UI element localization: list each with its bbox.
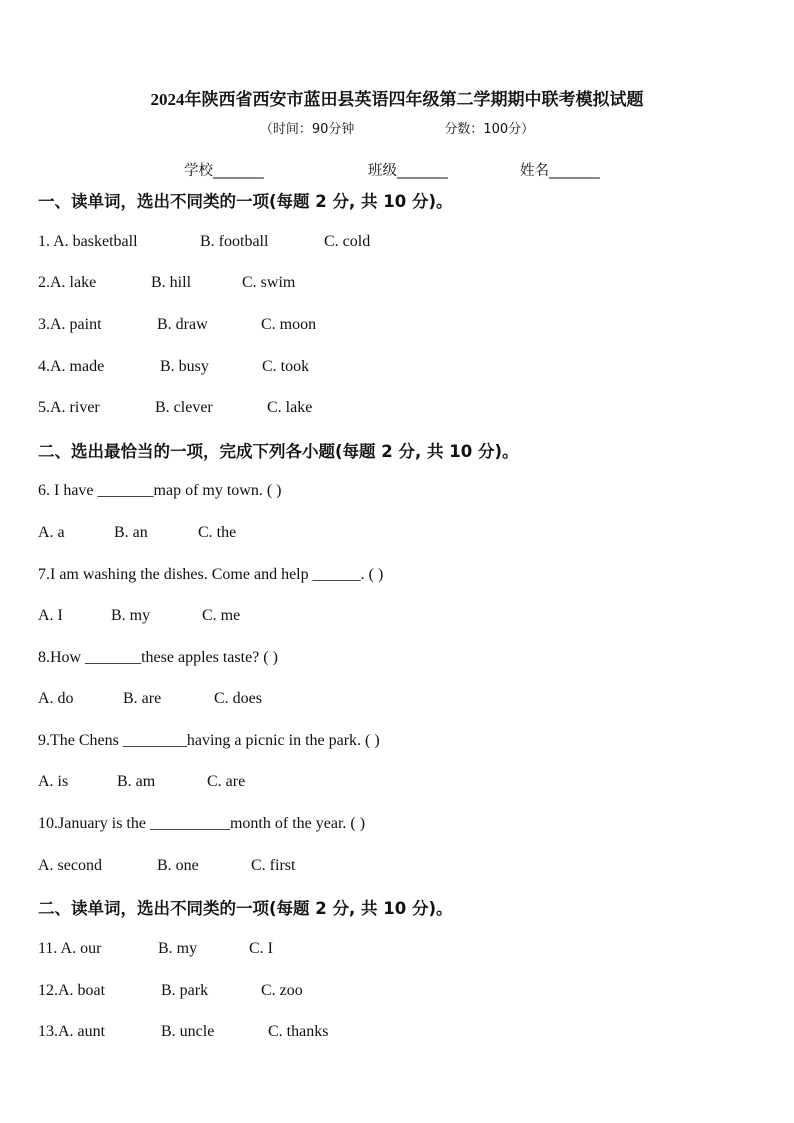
question-item: [38, 233, 370, 251]
option-c[interactable]: C. lake: [267, 399, 313, 416]
option-c[interactable]: C. moon: [261, 316, 317, 333]
option-a[interactable]: A. second: [38, 857, 102, 874]
option-c[interactable]: C. zoo: [261, 982, 303, 999]
school-field[interactable]: 学校_______: [184, 163, 264, 179]
option-b[interactable]: B. hill: [151, 274, 192, 291]
question-item: [38, 982, 303, 1000]
question-stem: 6. I have _______map of my town. ( ): [38, 482, 282, 499]
option-c[interactable]: C. swim: [242, 274, 296, 291]
question-stem: 11. A. our: [38, 940, 102, 957]
option-c[interactable]: C. took: [262, 358, 310, 375]
option-row: [38, 857, 295, 875]
section-heading: 一、读单词，选出不同类的一项(每题 2 分, 共 10 分)。: [38, 192, 453, 211]
option-b[interactable]: B. am: [117, 773, 156, 790]
question-item: [38, 274, 295, 292]
option-c[interactable]: C. are: [207, 773, 246, 790]
option-c[interactable]: C. does: [214, 690, 262, 707]
question-item: [38, 399, 312, 417]
option-b[interactable]: B. one: [157, 857, 199, 874]
question-stem: 9.The Chens ________having a picnic in the park. ( ): [38, 732, 380, 749]
option-row: [38, 524, 236, 542]
option-a[interactable]: A. I: [38, 607, 63, 624]
option-row: [38, 607, 240, 625]
exam-meta: [0, 118, 794, 137]
option-b[interactable]: B. busy: [160, 358, 209, 375]
option-b[interactable]: B. my: [158, 940, 198, 957]
class-field[interactable]: 班级_______: [368, 163, 448, 179]
option-b[interactable]: B. clever: [155, 399, 213, 416]
question-item: [38, 1023, 328, 1041]
exam-time: （时间：90分钟: [259, 122, 355, 137]
option-b[interactable]: B. football: [200, 233, 269, 250]
option-b[interactable]: B. draw: [157, 316, 208, 333]
question-stem: 5.A. river: [38, 399, 100, 416]
section-heading: 二、读单词，选出不同类的一项(每题 2 分, 共 10 分)。: [38, 899, 453, 918]
name-field[interactable]: 姓名_______: [520, 163, 600, 179]
option-c[interactable]: C. thanks: [268, 1023, 329, 1040]
question-stem: 13.A. aunt: [38, 1023, 106, 1040]
exam-score: 分数：100分）: [444, 122, 535, 137]
option-b[interactable]: B. are: [123, 690, 162, 707]
option-c[interactable]: C. cold: [324, 233, 371, 250]
option-a[interactable]: A. is: [38, 773, 69, 790]
option-b[interactable]: B. park: [161, 982, 209, 999]
option-row: [38, 773, 245, 791]
question-stem: 10.January is the __________month of the year. ( ): [38, 815, 366, 832]
question-stem: 12.A. boat: [38, 982, 106, 999]
option-a[interactable]: A. do: [38, 690, 74, 707]
section-heading: 二、选出最恰当的一项，完成下列各小题(每题 2 分, 共 10 分)。: [38, 442, 519, 461]
option-c[interactable]: C. the: [198, 524, 237, 541]
question-stem: 3.A. paint: [38, 316, 102, 333]
question-stem: 8.How _______these apples taste? ( ): [38, 649, 278, 666]
question-stem: 2.A. lake: [38, 274, 97, 291]
option-b[interactable]: B. my: [111, 607, 151, 624]
question-item: [38, 316, 316, 334]
option-row: [38, 690, 262, 708]
question-stem: 7.I am washing the dishes. Come and help ______. ( ): [38, 566, 384, 583]
question-stem: 4.A. made: [38, 358, 105, 375]
question-stem: 1. A. basketball: [38, 233, 138, 250]
question-item: [38, 940, 273, 958]
option-b[interactable]: B. uncle: [161, 1023, 215, 1040]
option-c[interactable]: C. first: [251, 857, 296, 874]
option-b[interactable]: B. an: [114, 524, 148, 541]
option-c[interactable]: C. me: [202, 607, 241, 624]
option-c[interactable]: C. I: [249, 940, 273, 957]
page-title: 2024年陕西省西安市蓝田县英语四年级第二学期期中联考模拟试题: [150, 90, 644, 109]
question-item: [38, 358, 309, 376]
option-a[interactable]: A. a: [38, 524, 65, 541]
